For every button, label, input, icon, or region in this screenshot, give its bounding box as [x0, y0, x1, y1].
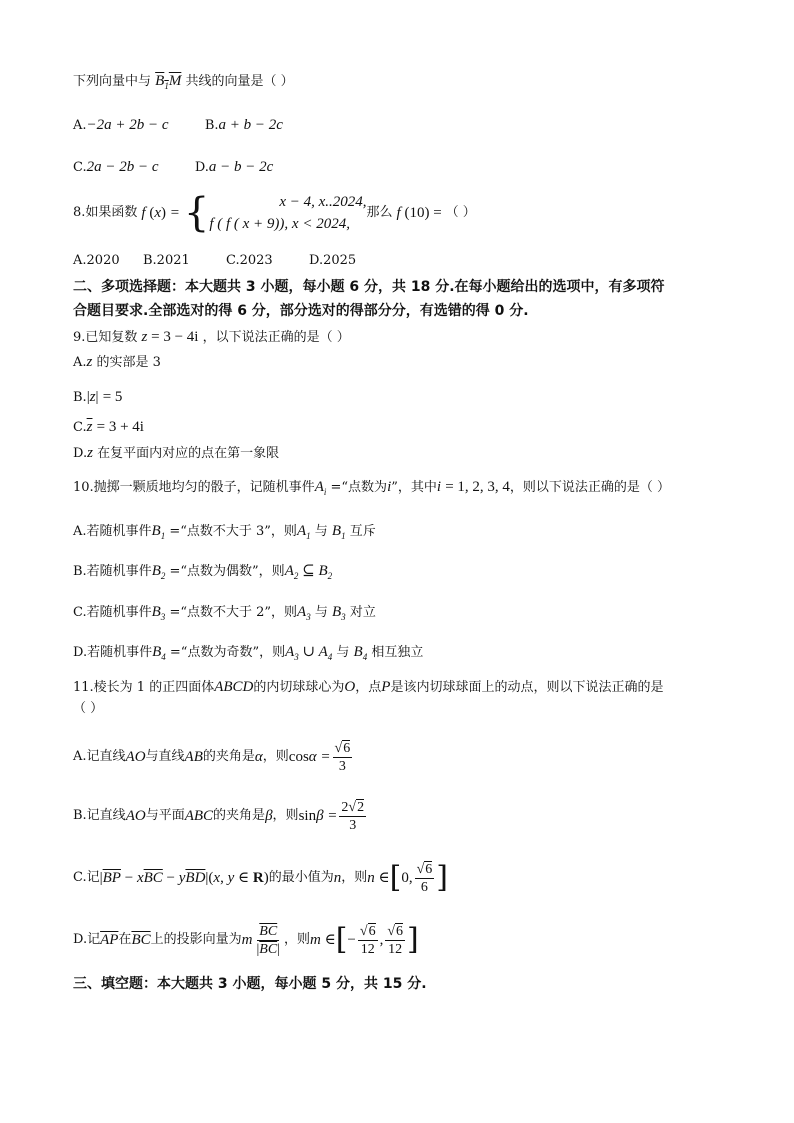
- q8-option-d: D.2025: [309, 253, 357, 268]
- fraction: $\frac{√6}{12}$: [359, 923, 376, 957]
- piecewise-cases: [209, 191, 366, 235]
- option-text: =“点数为奇数”，则: [169, 645, 286, 660]
- option-c-label: C.: [73, 160, 87, 175]
- section2-heading: 二、多项选择题：本大题共 3 小题，每小题 6 分，共 18 分.在每小题给出的选项中，有多项符: [73, 279, 665, 295]
- fraction: $\frac{2√2}{3}$: [341, 799, 365, 833]
- option-text: C.记: [73, 870, 100, 885]
- option-text: 相互独立: [371, 645, 424, 660]
- z-def: z = 3 − 4i: [141, 329, 199, 345]
- q10-stem: 10.抛掷一颗质地均匀的骰子，记随机事件$A_i$ =“点数为i”，其中i = 1, 2, 3, 4，则以下说法正确的是（ ）: [73, 479, 671, 497]
- stem-text: ”，其中: [391, 480, 437, 495]
- q8-option-a: A.2020: [73, 253, 120, 268]
- option-text: 与直线: [145, 749, 185, 764]
- prev-question-stem: [73, 72, 294, 95]
- q11-option-c: C.记 $|\overline{BP} - x\overline{BC} - y\overline{BD}|(x$, y ∈ R) 的最小值为 n ，则 n ∈ [ 0, $\frac{√6}{6}$ ]: [73, 860, 448, 895]
- q11-option-b: B.记直线 AO 与平面 ABC 的夹角是 β ，则 sinβ = $\frac{2√2}{3}$: [73, 799, 365, 833]
- option-text: D.记: [73, 932, 101, 947]
- prev-options-row1: [73, 116, 283, 135]
- stem-text: =“点数为: [330, 480, 388, 495]
- option-math: = 3 + 4i: [96, 419, 144, 435]
- option-b-label: B.: [204, 118, 219, 133]
- option-text: 在: [118, 932, 132, 947]
- option-b-math: a + b − 2c: [218, 117, 283, 133]
- q8-prefix: 8.如果函数: [73, 205, 138, 220]
- option-text: C.若随机事件: [73, 605, 152, 620]
- fraction: $\frac{√6}{6}$: [416, 861, 433, 895]
- stem-text: 下列向量中与: [73, 74, 152, 89]
- stem-text: 11.棱长为 1 的正四面体: [73, 680, 215, 695]
- option-text: 与平面: [145, 808, 185, 823]
- q11-option-d: D.记 $\overline{AP}$ 在 $\overline{BC}$ 上的投影向量为 m $\frac{\overline{BC}}{|\overline{BC}|}$ ，则 m ∈ [ − $\frac{√6}{12}$ , $\frac{√6}{12}$ ]: [73, 922, 419, 957]
- q8-stem: [73, 190, 476, 236]
- option-text: 与: [314, 605, 328, 620]
- option-text: =“点数为偶数”，则: [169, 564, 285, 579]
- q9-option-d: D.z 在复平面内对应的点在第一象限: [73, 445, 280, 461]
- option-text: 与: [336, 645, 350, 660]
- option-text: =“点数不大于 3”，则: [169, 524, 297, 539]
- option-text: 的最小值为: [268, 870, 334, 885]
- option-text: ，则: [262, 749, 289, 764]
- option-text: 的夹角是: [202, 749, 255, 764]
- fx: f (x) =: [141, 205, 180, 221]
- q8-suffix: 那么: [366, 205, 393, 220]
- fraction: $\frac{√6}{12}$: [387, 923, 404, 957]
- section2-heading-cont: 合题目要求.全部选对的得 6 分，部分选对的得部分分，有选错的得 0 分.: [73, 303, 529, 319]
- option-text: ，则: [341, 870, 368, 885]
- piecewise-brace: {: [183, 190, 210, 236]
- vector-b1m: $B_1M$: [155, 73, 182, 91]
- option-c-math: 2a − 2b − c: [86, 159, 159, 175]
- q10-option-c: C.若随机事件$B_3$ =“点数不大于 2”，则$A_3$ 与 $B_3$ 对立: [73, 604, 376, 622]
- q10-option-a: A.若随机事件$B_1$ =“点数不大于 3”，则$A_1$ 与 $B_1$ 互斥: [73, 523, 376, 541]
- option-text: ，则: [283, 932, 310, 947]
- stem-text: 是该内切球球面上的动点，则以下说法正确的是: [390, 680, 664, 695]
- q9-option-c: $C.\overline{z} = 3 + 4i$: [73, 419, 144, 435]
- option-text: 上的投影向量为: [150, 932, 242, 947]
- q8-option-b: B.2021: [143, 253, 190, 268]
- stem-text: ，以下说法正确的是（ ）: [202, 330, 350, 345]
- option-text: ，则: [272, 808, 299, 823]
- option-text: 互斥: [349, 524, 376, 539]
- stem-math: = 1, 2, 3, 4: [445, 479, 510, 495]
- stem-text: ，点: [355, 680, 382, 695]
- option-d-label: D.: [194, 160, 209, 175]
- option-text: A.记直线: [73, 749, 126, 764]
- q10-option-b: B.若随机事件$B_2$ =“点数为偶数”，则$A_2$ ⊆ $B_2$: [73, 563, 333, 581]
- q11-stem: 11.棱长为 1 的正四面体ABCD的内切球球心为O，点P是该内切球球面上的动点，则以下说法正确的是: [73, 679, 664, 695]
- option-text: D.若随机事件: [73, 645, 153, 660]
- prev-options-row2: [73, 158, 273, 177]
- stem-text: 的内切球球心为: [253, 680, 345, 695]
- option-a-math: −2a + 2b − c: [86, 117, 169, 133]
- option-math: = 5: [102, 389, 123, 405]
- option-a-label: A.: [73, 118, 87, 133]
- stem-text: 10.抛掷一颗质地均匀的骰子，记随机事件: [73, 480, 315, 495]
- q10-option-d: D.若随机事件$B_4$ =“点数为奇数”，则$A_3$ ∪ $A_4$ 与 $B_4$ 相互独立: [73, 644, 424, 662]
- section3-heading: 三、填空题：本大题共 3 小题，每小题 5 分，共 15 分.: [73, 976, 427, 992]
- q11-stem-cont: （ ）: [73, 701, 104, 716]
- f10: f (10) =: [396, 205, 442, 221]
- q9-option-a: A.z 的实部是 3: [73, 354, 161, 370]
- option-text: 的实部是 3: [96, 355, 161, 370]
- stem-text: ，则以下说法正确的是（ ）: [509, 480, 671, 495]
- option-text: A.若随机事件: [73, 524, 152, 539]
- option-text: =“点数不大于 2”，则: [169, 605, 298, 620]
- option-text: 在复平面内对应的点在第一象限: [97, 446, 280, 461]
- fraction: $\frac{\overline{BC}}{|\overline{BC}|}$: [256, 923, 280, 957]
- q8-tail: （ ）: [445, 205, 476, 220]
- option-text: B.记直线: [73, 808, 126, 823]
- option-text: 对立: [349, 605, 376, 620]
- option-d-math: a − b − 2c: [208, 159, 274, 175]
- q9-stem: [73, 328, 350, 347]
- q9-option-b: B.|z| = 5: [73, 389, 123, 405]
- q8-options: [73, 252, 356, 270]
- case-1: x − 4, x..2024,: [279, 194, 367, 210]
- stem-text: 共线的向量是（ ）: [185, 74, 294, 89]
- option-text: 与: [314, 524, 328, 539]
- case-2: f ( f ( x + 9)), x < 2024,: [209, 216, 350, 232]
- option-text: 的夹角是: [213, 808, 266, 823]
- fraction: $\frac{√6}{3}$: [334, 740, 351, 774]
- stem-text: 9.已知复数: [73, 330, 138, 345]
- q8-option-c: C.2023: [226, 253, 273, 268]
- q11-option-a: A.记直线 AO 与直线 AB 的夹角是 α ，则 cosα = $\frac{√6}{3}$: [73, 740, 351, 774]
- option-text: B.若随机事件: [73, 564, 152, 579]
